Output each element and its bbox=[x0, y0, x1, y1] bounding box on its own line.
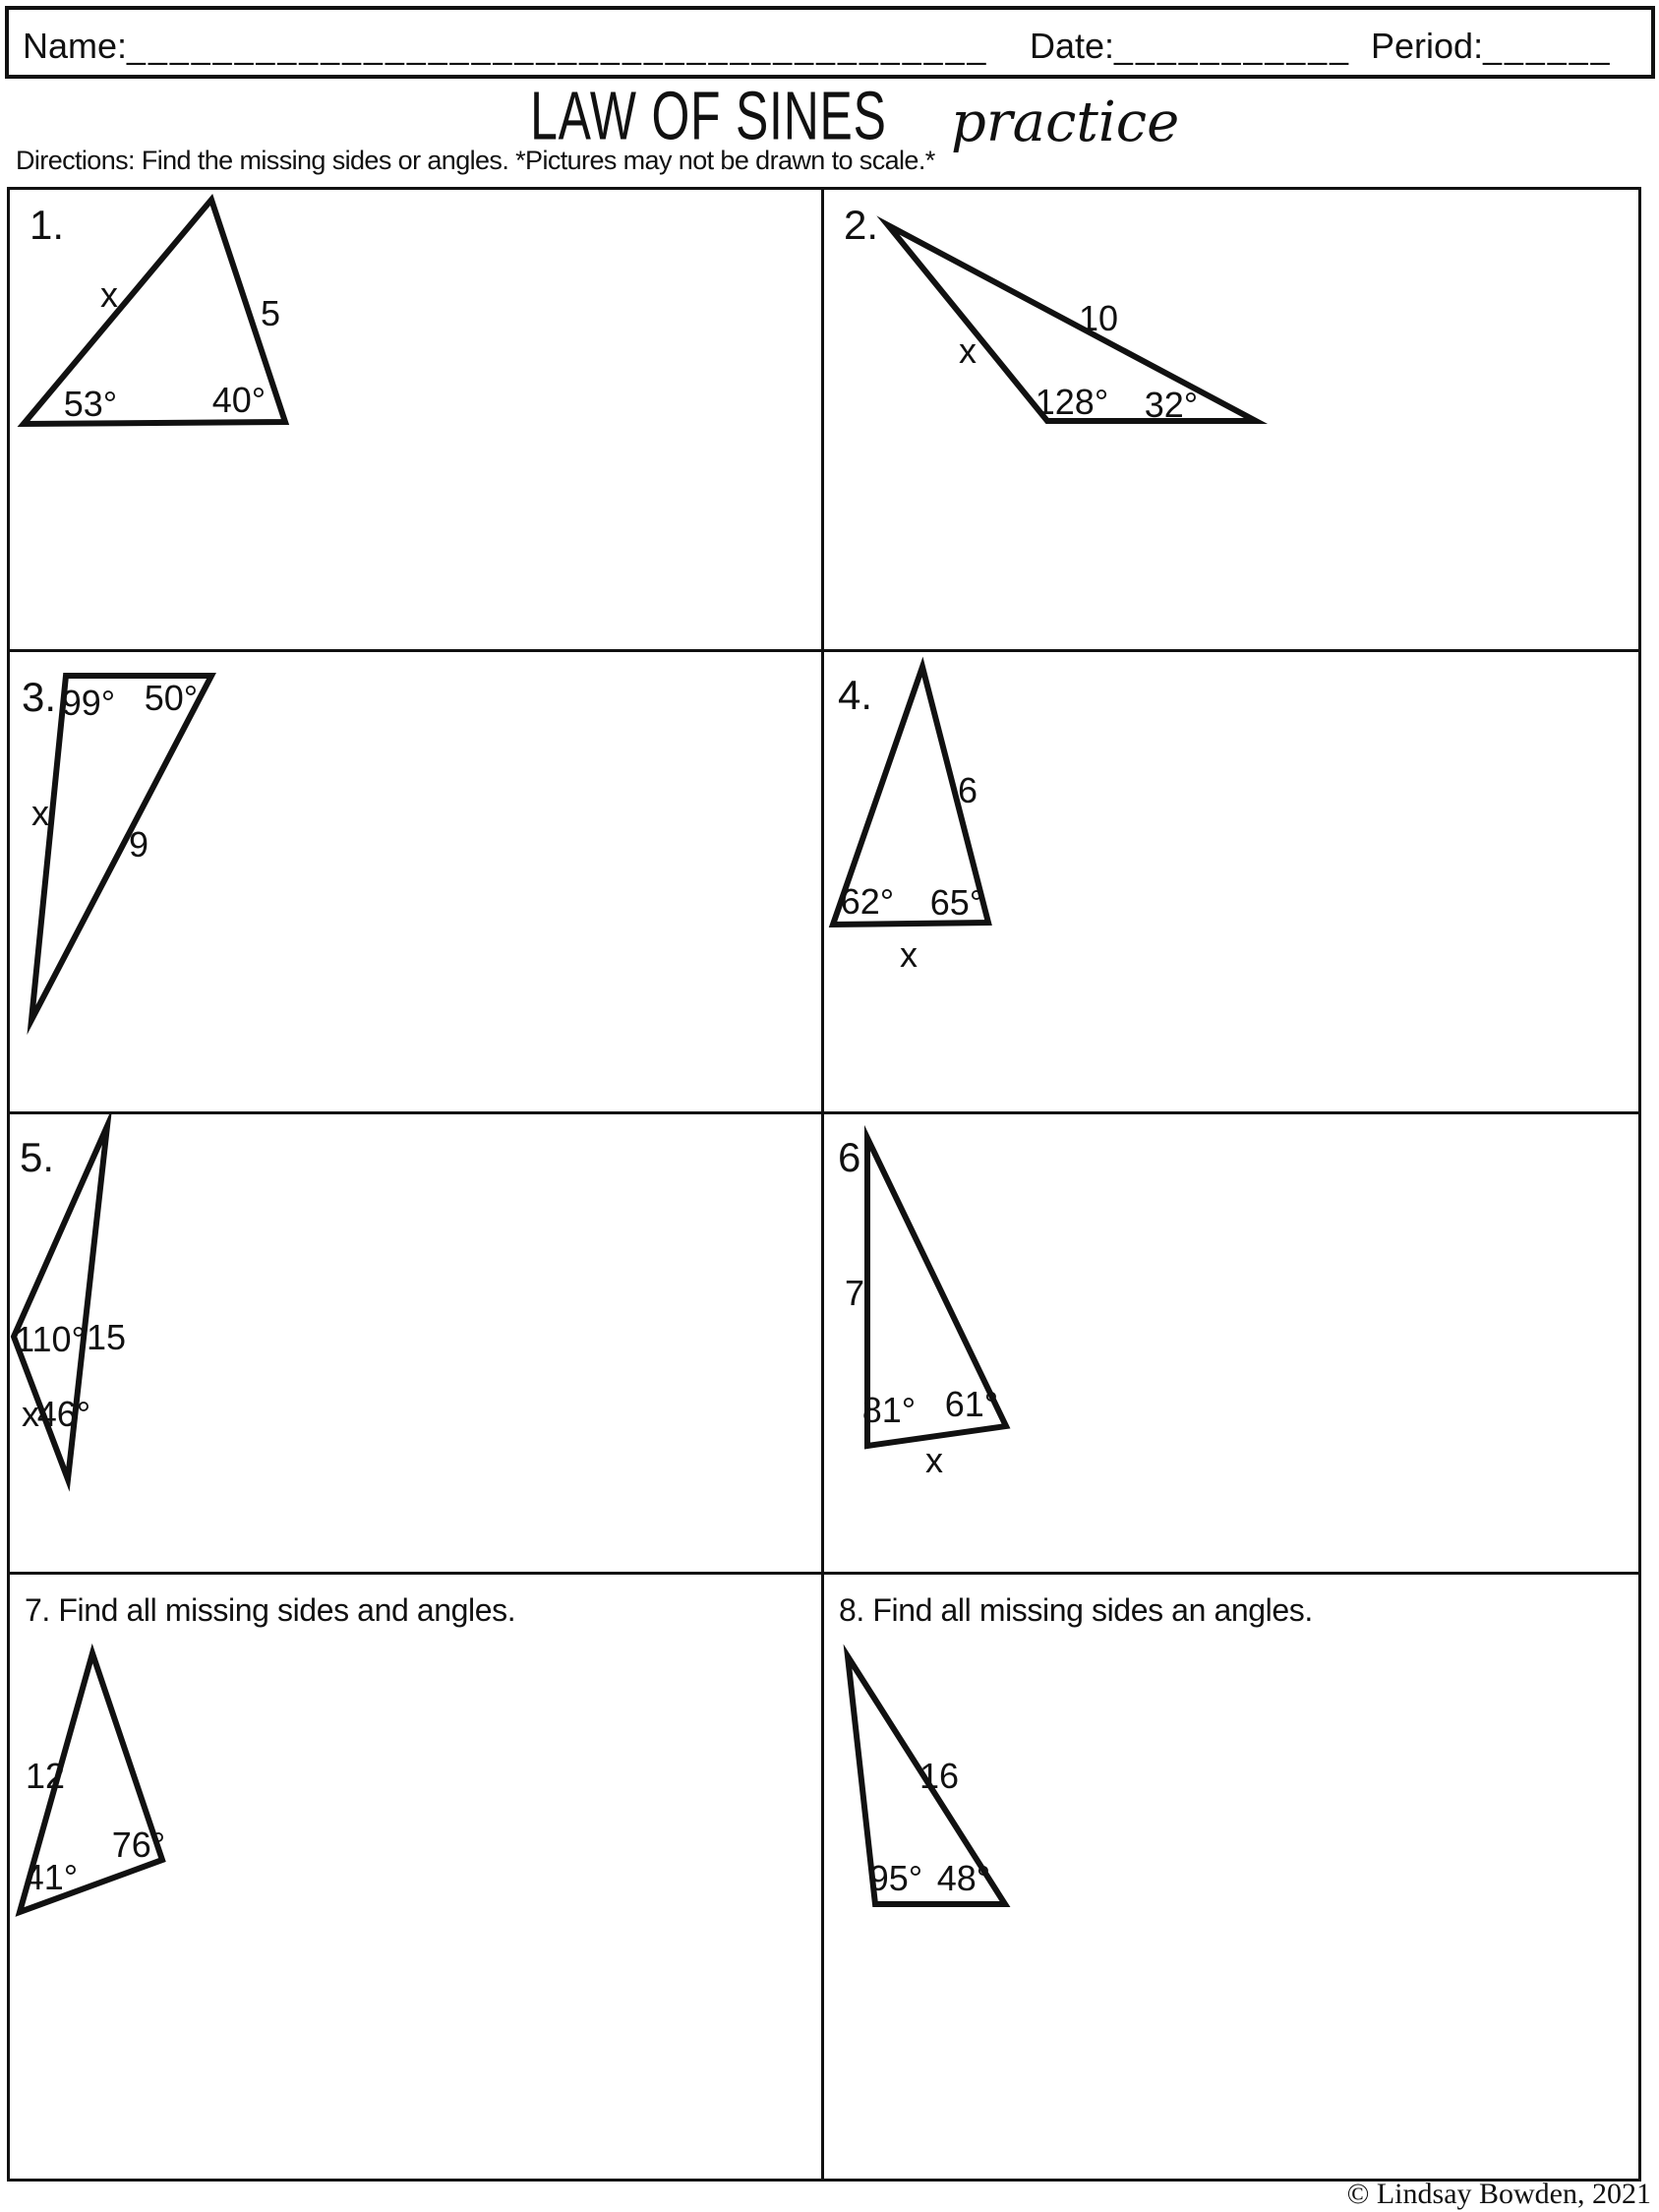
side-label: x bbox=[959, 330, 977, 371]
title-script-text: practice bbox=[950, 90, 1180, 154]
problem-6-number: 6. bbox=[838, 1134, 873, 1180]
angle-label: 46° bbox=[36, 1394, 91, 1434]
date-field-group bbox=[1030, 10, 1351, 75]
problem-3-number: 3. bbox=[22, 674, 57, 720]
side-label: x bbox=[900, 934, 918, 975]
problem-2-number: 2. bbox=[844, 202, 879, 248]
angle-label: 110° bbox=[15, 1319, 86, 1359]
side-label: x bbox=[22, 1394, 39, 1434]
triangle-outline bbox=[31, 676, 211, 1020]
problem-7-figure bbox=[10, 1575, 816, 2175]
angle-label: 41° bbox=[24, 1857, 79, 1897]
copyright-text: © Lindsay Bowden, 2021 bbox=[1346, 2178, 1651, 2210]
problem-6-cell bbox=[824, 1114, 1638, 1575]
side-label: 7 bbox=[844, 1273, 865, 1313]
problem-2-figure bbox=[824, 190, 1630, 644]
problem-4-figure bbox=[824, 652, 1630, 1106]
problems-grid bbox=[7, 187, 1641, 2182]
problem-4-cell bbox=[824, 652, 1638, 1114]
problem-1-figure bbox=[10, 190, 816, 644]
angle-label: 128° bbox=[1035, 382, 1109, 422]
problem-8-cell bbox=[824, 1575, 1638, 2179]
side-label: 5 bbox=[260, 293, 281, 333]
side-label: 16 bbox=[918, 1756, 960, 1796]
name-blank-line: ________________________________________ bbox=[127, 29, 989, 66]
page-title bbox=[0, 77, 1659, 154]
angle-label: 53° bbox=[63, 384, 118, 424]
problem-5-figure bbox=[10, 1114, 816, 1567]
problem-5-cell bbox=[10, 1114, 824, 1575]
angle-label: 32° bbox=[1144, 385, 1199, 425]
angle-label: 61° bbox=[944, 1384, 999, 1424]
side-label: 15 bbox=[86, 1317, 127, 1357]
angle-label: 50° bbox=[144, 678, 199, 718]
side-label: 10 bbox=[1078, 298, 1119, 338]
problem-6-figure bbox=[824, 1114, 1630, 1567]
angle-label: 81° bbox=[861, 1390, 917, 1430]
name-label: Name: bbox=[23, 26, 128, 66]
problem-4-number: 4. bbox=[838, 672, 873, 718]
problem-3-figure bbox=[10, 652, 816, 1106]
name-field-group bbox=[23, 10, 988, 75]
directions-text: Directions: Find the missing sides or angles. *Pictures may not be drawn to scale.* bbox=[16, 146, 935, 175]
angle-label: 99° bbox=[61, 683, 116, 723]
problem-7-header: 7. Find all missing sides and angles. bbox=[25, 1592, 516, 1628]
problem-3-cell bbox=[10, 652, 824, 1114]
side-label: x bbox=[925, 1440, 943, 1480]
problem-1-number: 1. bbox=[30, 202, 65, 248]
side-label: 6 bbox=[957, 770, 978, 810]
date-label: Date: bbox=[1030, 26, 1115, 66]
angle-label: 65° bbox=[929, 882, 984, 923]
problem-7-cell bbox=[10, 1575, 824, 2179]
period-label: Period: bbox=[1371, 26, 1484, 66]
problem-2-cell bbox=[824, 190, 1638, 652]
angle-label: 76° bbox=[111, 1824, 166, 1865]
angle-label: 62° bbox=[840, 881, 895, 922]
problem-1-cell bbox=[10, 190, 824, 652]
problem-5-number: 5. bbox=[20, 1134, 55, 1180]
problem-8-header: 8. Find all missing sides an angles. bbox=[839, 1592, 1313, 1628]
name-date-period-box bbox=[5, 6, 1655, 79]
side-label: 9 bbox=[128, 824, 149, 865]
angle-label: 95° bbox=[868, 1858, 923, 1898]
angle-label: 48° bbox=[936, 1858, 991, 1898]
angle-label: 40° bbox=[211, 380, 267, 420]
problem-8-figure bbox=[824, 1575, 1630, 2175]
date-blank-line: ___________ bbox=[1114, 29, 1352, 66]
side-label: 12 bbox=[25, 1756, 66, 1796]
side-label: x bbox=[100, 274, 118, 315]
period-blank-line: ______ bbox=[1483, 29, 1613, 66]
period-field-group bbox=[1371, 10, 1613, 75]
side-label: x bbox=[31, 793, 49, 833]
title-main-text: LAW OF SINES bbox=[529, 77, 887, 154]
